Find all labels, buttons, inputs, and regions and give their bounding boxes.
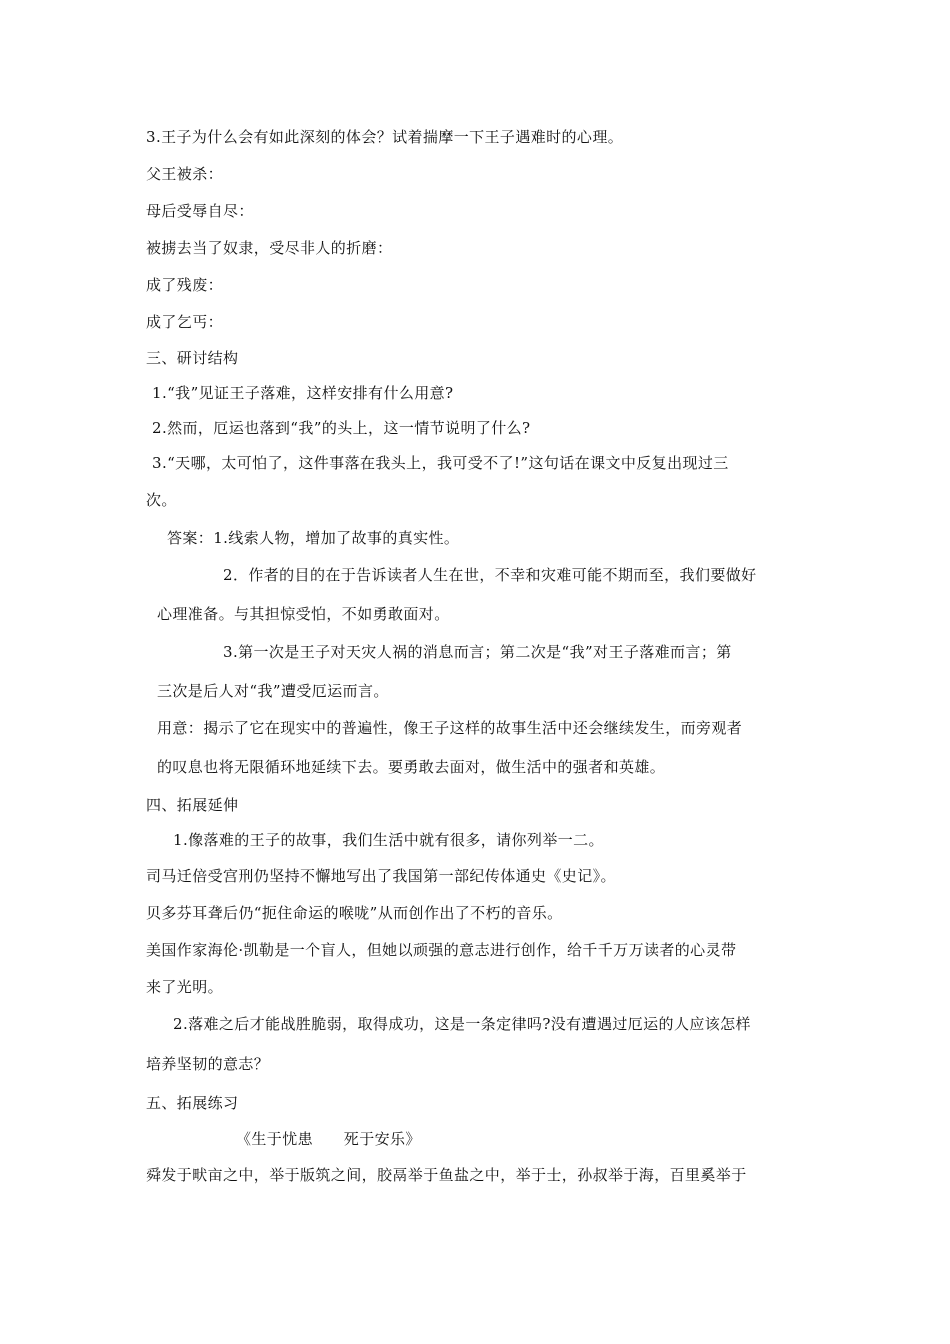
purpose-line-cont: 的叹息也将无限循环地延续下去。要勇敢去面对，做生活中的强者和英雄。 [157,758,666,776]
structure-question-2: 2.然而，厄运也落到“我”的头上，这一情节说明了什么? [152,419,531,437]
structure-question-3: 3.“天哪，太可怕了，这件事落在我头上，我可受不了!”这句话在课文中反复出现过三 [152,454,729,472]
structure-question-1: 1.“我”见证王子落难，这样安排有什么用意? [152,384,454,402]
answer-2-cont: 心理准备。与其担惊受怕，不如勇敢面对。 [157,605,450,623]
purpose-line: 用意：揭示了它在现实中的普遍性，像王子这样的故事生活中还会继续发生，而旁观者 [157,719,743,737]
answer-line-slave: 被掳去当了奴隶，受尽非人的折磨： [146,239,393,257]
answer-1: 答案：1.线索人物，增加了故事的真实性。 [167,529,460,547]
extension-question-2-cont: 培养坚韧的意志？ [146,1055,270,1073]
extension-question-1: 1.像落难的王子的故事，我们生活中就有很多，请你列举一二。 [173,831,604,849]
answer-line-father: 父王被杀： [146,165,224,183]
question-3-line: 3.王子为什么会有如此深刻的体会？试着揣摩一下王子遇难时的心理。 [146,128,624,146]
section-heading-4: 四、拓展延伸 [146,796,239,814]
exercise-text: 舜发于畎亩之中，举于版筑之间，胶鬲举于鱼盐之中，举于士，孙叔举于海，百里奚举于 [146,1166,747,1184]
answer-3-cont: 三次是后人对“我”遭受厄运而言。 [157,682,389,700]
answer-2: 2．作者的目的在于告诉读者人生在世，不幸和灾难可能不期而至，我们要做好 [223,566,757,584]
example-beethoven: 贝多芬耳聋后仍“扼住命运的喉咙”从而创作出了不朽的音乐。 [146,904,563,922]
answer-line-disabled: 成了残废： [146,276,224,294]
answer-line-mother: 母后受辱自尽： [146,202,254,220]
example-sima-qian: 司马迁倍受宫刑仍坚持不懈地写出了我国第一部纪传体通史《史记》。 [146,867,616,885]
section-heading-5: 五、拓展练习 [146,1094,239,1112]
answer-line-beggar: 成了乞丐： [146,313,224,331]
example-helen-keller: 美国作家海伦·凯勒是一个盲人，但她以顽强的意志进行创作，给千千万万读者的心灵带 [146,941,737,959]
example-helen-keller-cont: 来了光明。 [146,978,224,996]
answer-3: 3.第一次是王子对天灾人祸的消息而言；第二次是“我”对王子落难而言；第 [223,643,732,661]
section-heading-3: 三、研讨结构 [146,349,239,367]
exercise-title: 《生于忧患 死于安乐》 [236,1130,421,1148]
extension-question-2: 2.落难之后才能战胜脆弱，取得成功，这是一条定律吗?没有遭遇过厄运的人应该怎样 [173,1015,751,1033]
structure-question-3-cont: 次。 [146,491,177,509]
